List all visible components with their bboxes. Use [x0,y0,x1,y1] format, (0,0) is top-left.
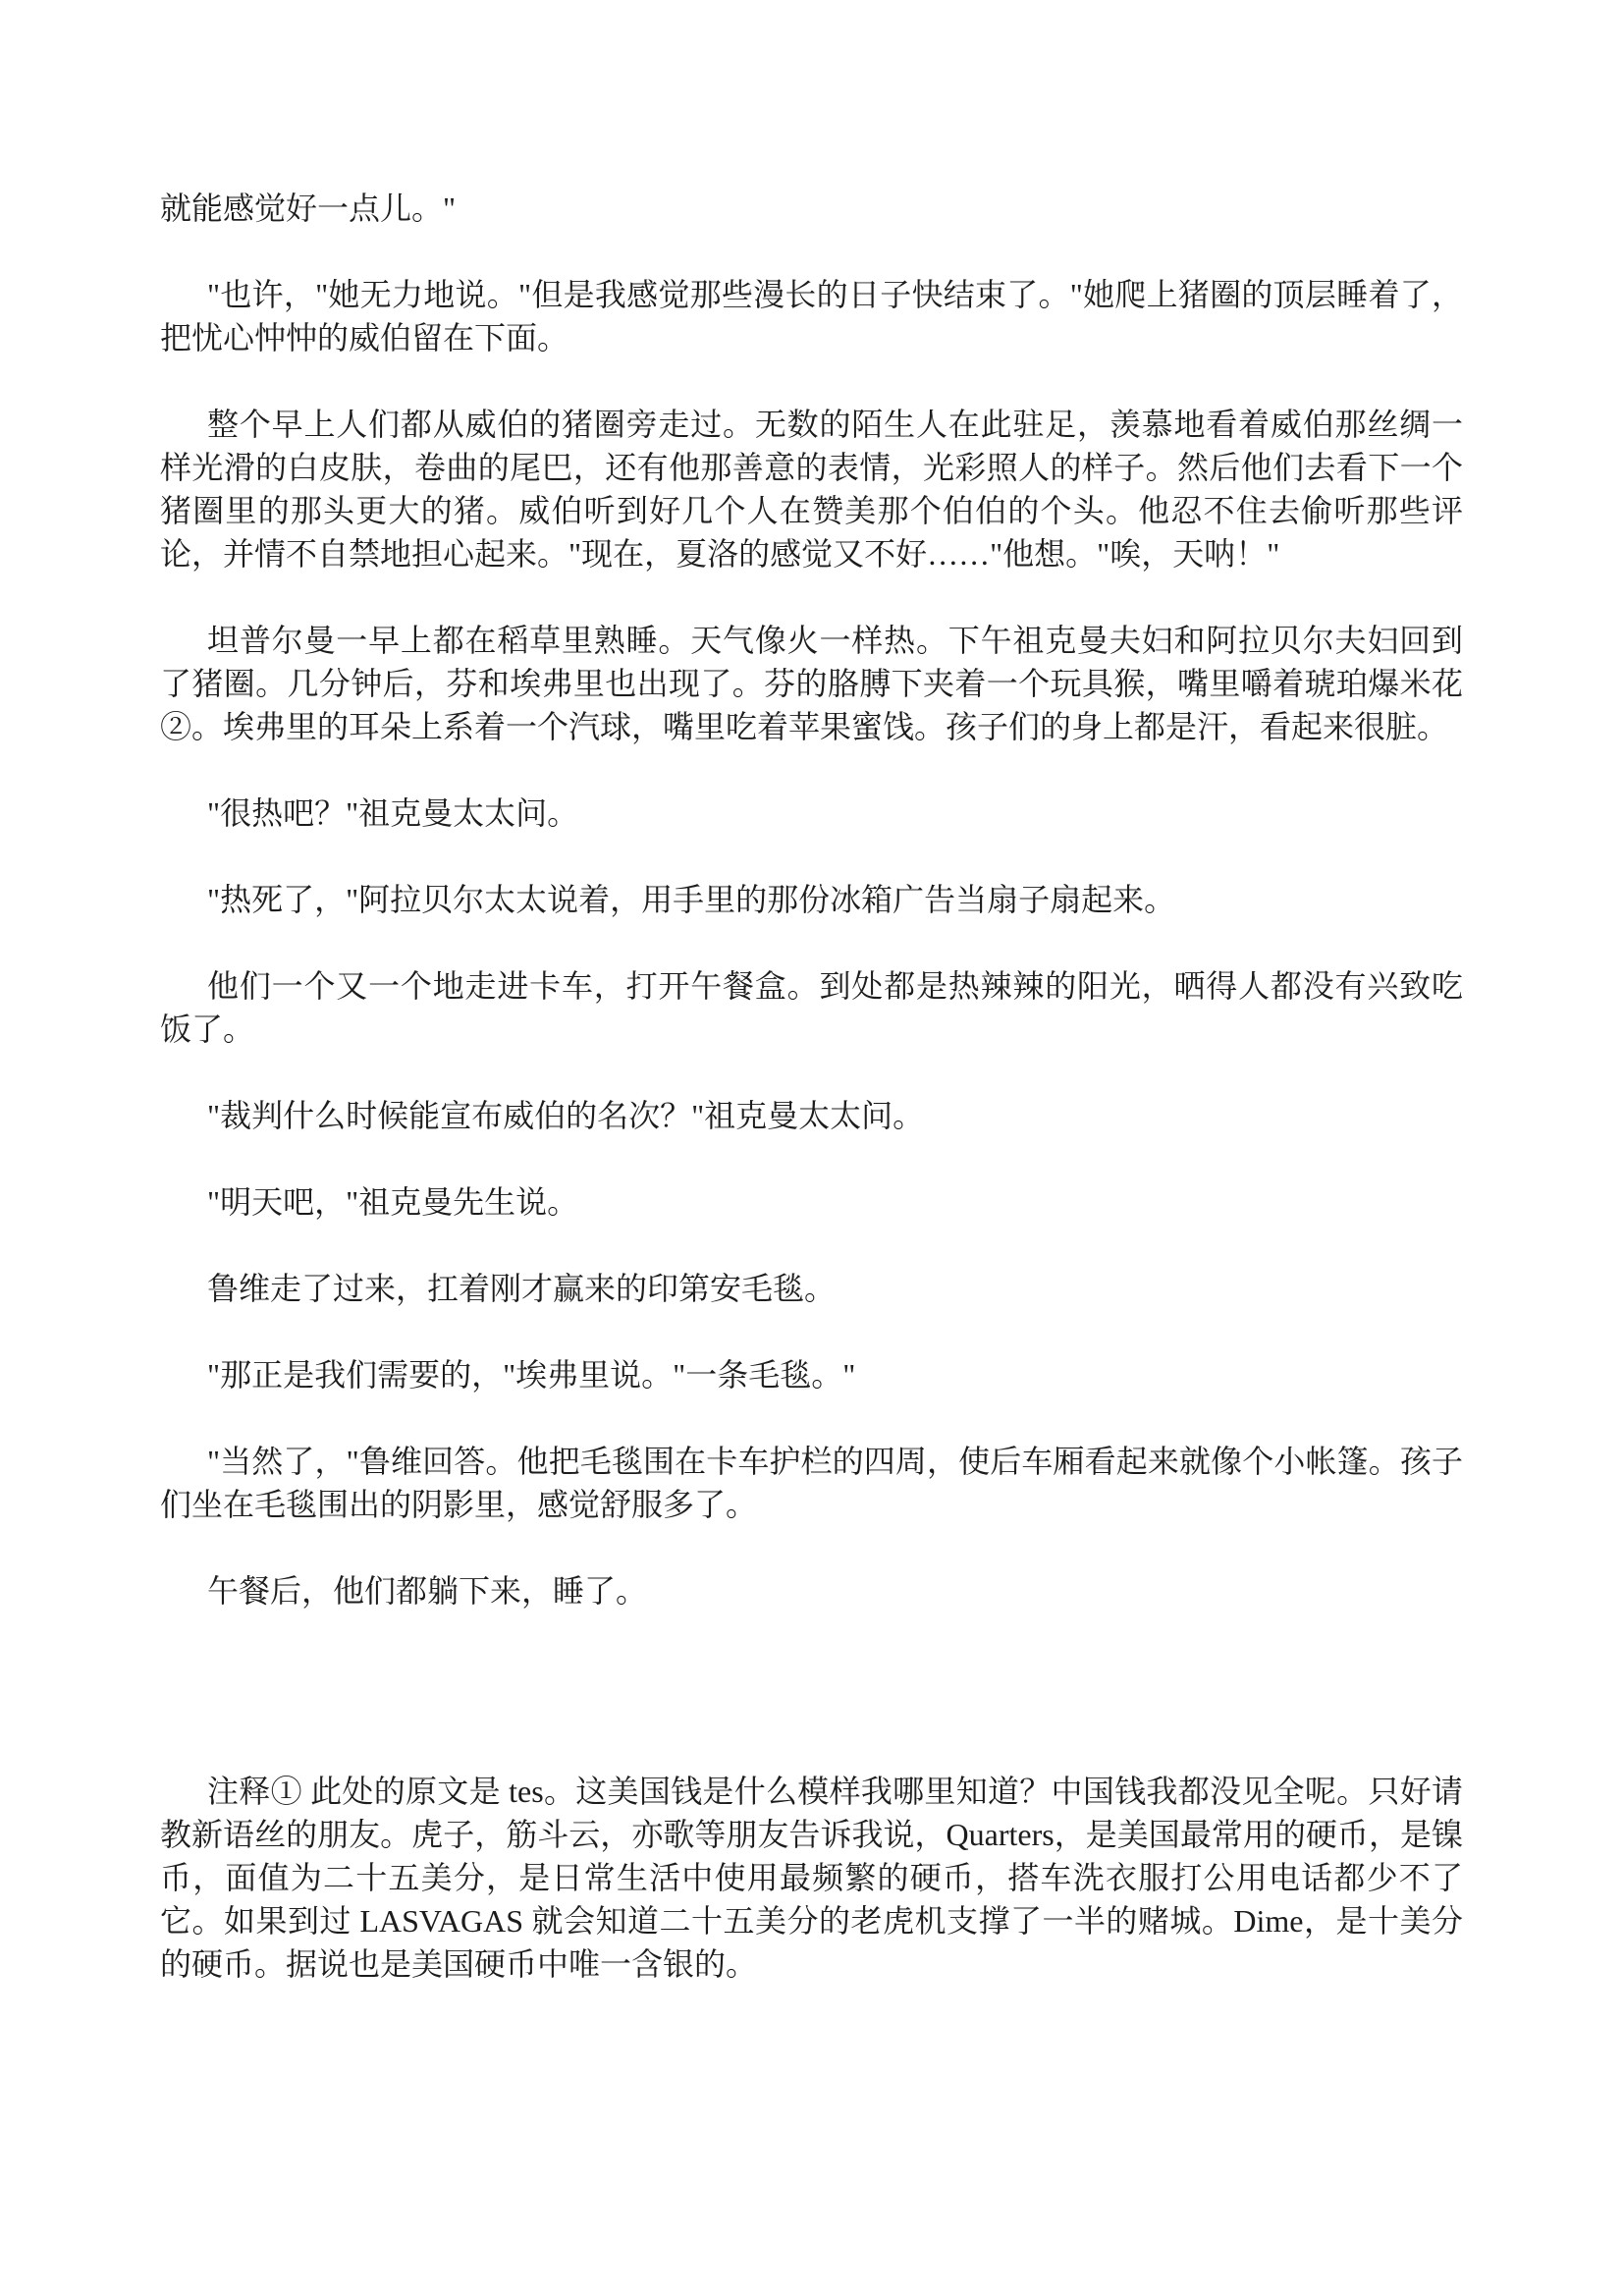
paragraph: "也许，"她无力地说。"但是我感觉那些漫长的日子快结束了。"她爬上猪圈的顶层睡着了，把忧心忡忡的威伯留在下面。 [160,277,1463,355]
paragraph: 鲁维走了过来，扛着刚才赢来的印第安毛毯。 [207,1271,837,1306]
paragraph: 整个早上人们都从威伯的猪圈旁走过。无数的陌生人在此驻足，羡慕地看着威伯那丝绸一样光滑的白皮肤，卷曲的尾巴，还有他那善意的表情，光彩照人的样子。然后他们去看下一个猪圈里的那头更大的猪。威伯听到好几个人在赞美那个伯伯的个头。他忍不住去偷听那些评论，并情不自禁地担心起来。"现在，夏洛的感觉又不好……"他想。"唉，天呐！" [160,407,1463,572]
paragraph-dialogue: "那正是我们需要的，"埃弗里说。"一条毛毯。" [207,1357,856,1393]
translator-note-paragraph: 注释① 此处的原文是 tes。这美国钱是什么模样我哪里知道？中国钱我都没见全呢。只好请教新语丝的朋友。虎子，筋斗云，亦歌等朋友告诉我说，Quarters，是美国最常用的硬币，是镍币，面值为二十五美分，是日常生活中使用最频繁的硬币，搭车洗衣服打公用电话都少不了它。如果到过 LASVAGAS 就会知道二十五美分的老虎机支撑了一半的赌城。Dime，是十美分的硬币。据说也是美国硬币中唯一含银的。 [160,1774,1463,1982]
paragraph-dialogue: "明天吧，"祖克曼先生说。 [207,1184,579,1220]
paragraph: "当然了，"鲁维回答。他把毛毯围在卡车护栏的四周，使后车厢看起来就像个小帐篷。孩子们坐在毛毯围出的阴影里，感觉舒服多了。 [160,1444,1463,1522]
paragraph-dialogue: "很热吧？"祖克曼太太问。 [207,795,579,831]
paragraph: 午餐后，他们都躺下来，睡了。 [207,1573,648,1609]
paragraph-continuation: 就能感觉好一点儿。" [160,191,457,226]
paragraph: 坦普尔曼一早上都在稻草里熟睡。天气像火一样热。下午祖克曼夫妇和阿拉贝尔夫妇回到了猪圈。几分钟后，芬和埃弗里也出现了。芬的胳膊下夹着一个玩具猴，嘴里嚼着琥珀爆米花②。埃弗里的耳朵上系着一个汽球，嘴里吃着苹果蜜饯。孩子们的身上都是汗，看起来很脏。 [160,623,1463,744]
paragraph-dialogue: "热死了，"阿拉贝尔太太说着，用手里的那份冰箱广告当扇子扇起来。 [207,882,1176,917]
paragraph: 他们一个又一个地走进卡车，打开午餐盒。到处都是热辣辣的阳光，晒得人都没有兴致吃饭了。 [160,968,1463,1047]
paragraph-dialogue: "裁判什么时候能宣布威伯的名次？"祖克曼太太问。 [207,1098,925,1133]
